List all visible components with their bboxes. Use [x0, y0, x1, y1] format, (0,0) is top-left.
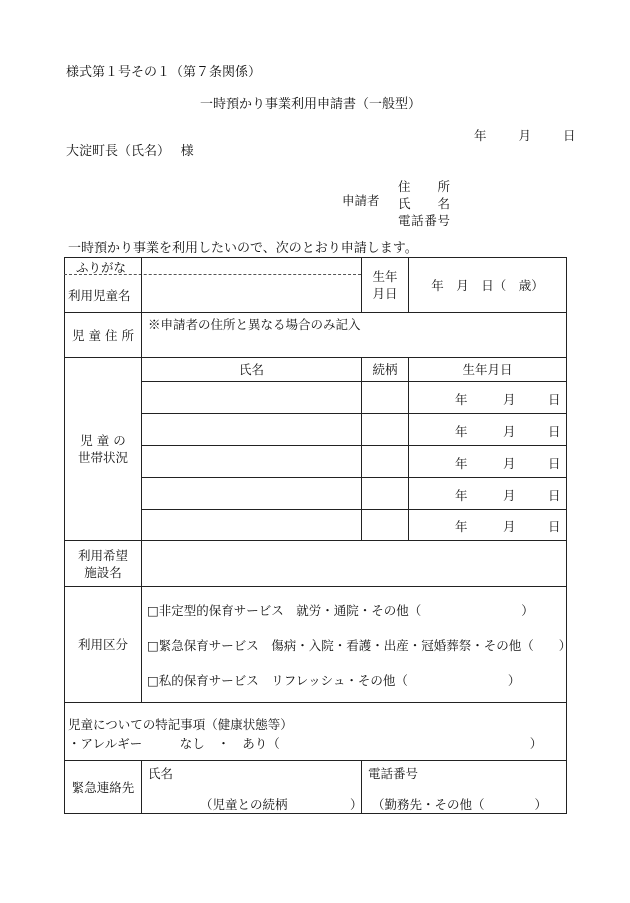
household-name-input[interactable] — [142, 510, 361, 540]
form-title: 一時預かり事業利用申請書（一般型） — [200, 97, 422, 112]
household-year: 年 — [455, 519, 468, 534]
household-month: 月 — [503, 519, 516, 534]
emergency-phone-label: 電話番号 — [368, 766, 419, 781]
child-name-label: 利用児童名 — [68, 288, 131, 303]
household-label-line1: 児 童 の — [80, 433, 126, 448]
applicant-prefix: 申請者 — [342, 193, 380, 208]
household-name-input[interactable] — [142, 414, 361, 445]
row-divider — [64, 702, 567, 703]
emergency-relation-field[interactable]: （児童との続柄 ） — [200, 797, 363, 812]
household-day: 日 — [548, 519, 561, 534]
household-name-input[interactable] — [142, 446, 361, 477]
household-year: 年 — [455, 456, 468, 471]
emergency-contact-label: 緊急連絡先 — [71, 779, 135, 795]
emergency-phone-sub-field[interactable]: （勤務先・その他（ ） — [372, 797, 548, 812]
date-day: 日 — [563, 128, 576, 143]
special-notes-heading: 児童についての特記事項（健康状態等） — [68, 717, 293, 732]
facility-input[interactable] — [142, 541, 566, 586]
facility-label-line2: 施設名 — [84, 564, 122, 580]
usage-category-label: 利用区分 — [77, 637, 128, 652]
intro-text: 一時預かり事業を利用したいので、次のとおり申請します。 — [68, 241, 418, 256]
birthdate-label — [362, 258, 408, 312]
emergency-name-label: 氏名 — [148, 766, 174, 781]
usage-option-emergency[interactable]: □緊急保育サービス 傷病・入院・看護・出産・冠婚葬祭・その他（ ） — [147, 638, 572, 653]
date-month: 月 — [518, 128, 532, 143]
usage-option-atypical[interactable]: □非定型的保育サービス 就労・通院・その他（ ） — [147, 603, 534, 618]
child-address-input[interactable] — [142, 334, 566, 356]
birthdate-label-line2: 月日 — [372, 286, 398, 301]
household-month: 月 — [503, 456, 516, 471]
household-label-line2: 世帯状況 — [77, 450, 128, 465]
household-header-relation: 続柄 — [372, 362, 398, 377]
birthdate-field[interactable]: 年 月 日（ 歳） — [431, 277, 544, 293]
column-divider — [141, 760, 142, 813]
furigana-input[interactable] — [142, 259, 361, 274]
usage-option-private[interactable]: □私的保育サービス リフレッシュ・その他（ ） — [147, 673, 521, 688]
household-relation-input[interactable] — [362, 446, 408, 477]
allergy-line[interactable]: ・アレルギー なし ・ あり（ ） — [68, 736, 543, 751]
facility-label — [65, 541, 141, 586]
household-label — [65, 358, 141, 540]
child-name-input[interactable] — [142, 276, 361, 311]
household-relation-input[interactable] — [362, 382, 408, 413]
table-border-right — [566, 257, 567, 814]
household-year: 年 — [455, 392, 468, 407]
household-name-input[interactable] — [142, 478, 361, 509]
furigana-label: ふりがな — [76, 260, 127, 275]
table-border-bottom — [64, 813, 567, 814]
household-relation-input[interactable] — [362, 510, 408, 540]
household-day: 日 — [548, 424, 561, 439]
household-day: 日 — [548, 488, 561, 503]
household-month: 月 — [503, 424, 516, 439]
addressee: 大淀町長（氏名） 様 — [66, 144, 194, 159]
household-year: 年 — [455, 424, 468, 439]
date-year: 年 — [474, 128, 487, 143]
applicant-field-address: 住 所 — [398, 179, 450, 194]
application-date — [474, 130, 576, 143]
facility-label-line1: 利用希望 — [77, 547, 128, 563]
child-address-label: 児 童 住 所 — [72, 327, 134, 343]
column-divider — [408, 357, 409, 540]
household-year: 年 — [455, 488, 468, 503]
applicant-field-name: 氏 名 — [398, 196, 450, 211]
applicant-field-phone: 電話番号 — [398, 213, 450, 228]
household-name-input[interactable] — [142, 382, 361, 413]
household-month: 月 — [503, 488, 516, 503]
birthdate-label-line1: 生年 — [372, 269, 398, 284]
form-number: 様式第１号その１（第７条関係） — [66, 65, 262, 80]
household-relation-input[interactable] — [362, 414, 408, 445]
household-month: 月 — [503, 392, 516, 407]
household-relation-input[interactable] — [362, 478, 408, 509]
child-address-note: ※申請者の住所と異なる場合のみ記入 — [148, 317, 361, 332]
household-header-name: 氏名 — [238, 362, 264, 377]
household-day: 日 — [548, 392, 561, 407]
household-day: 日 — [548, 456, 561, 471]
household-header-birthdate: 生年月日 — [462, 362, 513, 377]
